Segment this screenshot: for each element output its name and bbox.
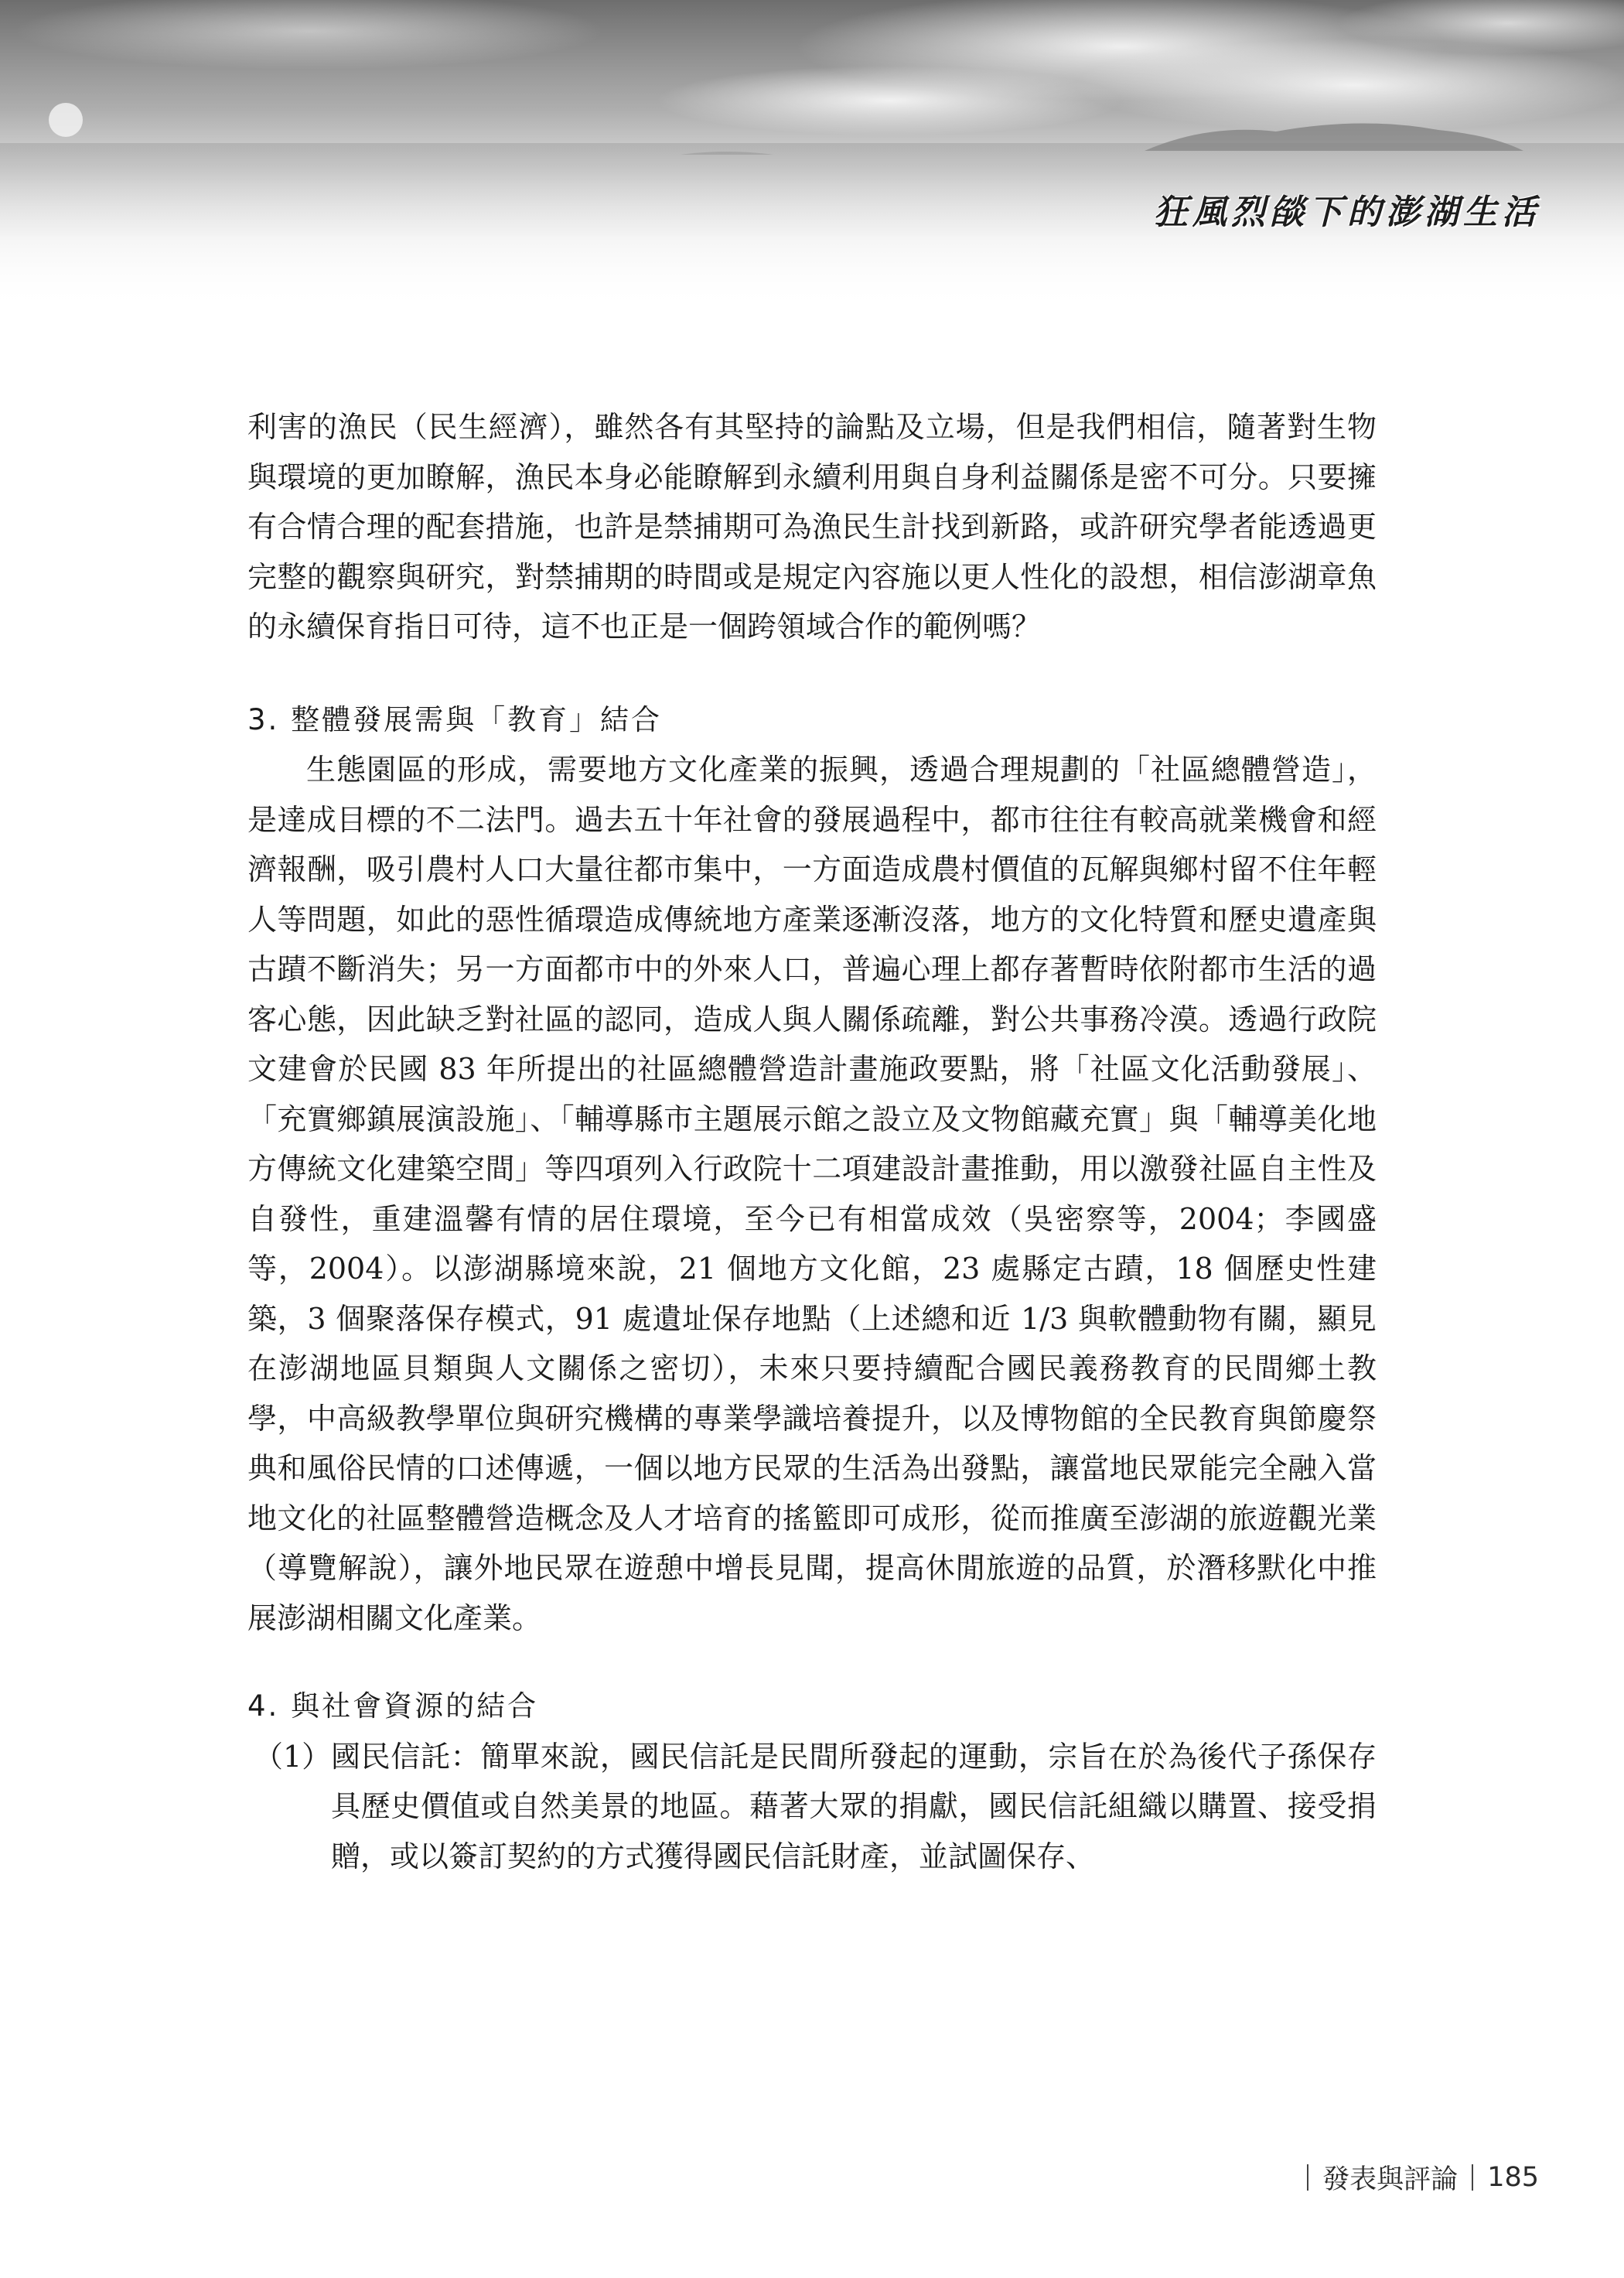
continued-paragraph: 利害的漁民（民生經濟），雖然各有其堅持的論點及立場，但是我們相信，隨著對生物與環境的更加瞭解，漁民本身必能瞭解到永續利用與自身利益關係是密不可分。只要擁有合情合理的配套措施，也許是禁捕期可為漁民生計找到新路，或許研究學者能透過更完整的觀察與研究，對禁捕期的時間或是規定內容施以更人性化的設想，相信澎湖章魚的永續保育指日可待，這不也正是一個跨領域合作的範例嗎？ <box>247 410 1377 644</box>
section-heading-3: 3. 整體發展需與「教育」結合 <box>247 702 663 736</box>
banner-photo <box>0 0 1624 309</box>
page-footer <box>1307 2158 1539 2197</box>
running-title: 狂風烈燄下的澎湖生活 <box>1154 193 1540 232</box>
list-item-marker: （1） <box>254 1739 332 1774</box>
footer-section-label: 發表與評論 <box>1322 2164 1459 2195</box>
page-number: 185 <box>1487 2162 1539 2193</box>
section-heading-4: 4. 與社會資源的結合 <box>247 1689 539 1723</box>
footer-divider <box>1472 2164 1473 2191</box>
list-item <box>247 1732 1377 1882</box>
article-body <box>247 402 1377 1881</box>
section-3-paragraph: 生態園區的形成，需要地方文化產業的振興，透過合理規劃的「社區總體營造」，是達成目標的不二法門。過去五十年社會的發展過程中，都市往往有較高就業機會和經濟報酬，吸引農村人口大量往都市集中，一方面造成農村價值的瓦解與鄉村留不住年輕人等問題，如此的惡性循環造成傳統地方產業逐漸沒落，地方的文化特質和歷史遺產與古蹟不斷消失；另一方面都市中的外來人口，普遍心理上都存著暫時依附都市生活的過客心態，因此缺乏對社區的認同，造成人與人關係疏離，對公共事務冷漠。透過行政院文建會於民國 83 年所提出的社區總體營造計畫施政要點，將「社區文化活動發展」、「充實鄉鎮展演設施」、「輔導縣市主題展示館之設立及文物館藏充實」與「輔導美化地方傳統文化建築空間」等四項列入行政院十二項建設計畫推動，用以激發社區自主性及自發性，重建溫馨有情的居住環境，至今已有相當成效（吳密察等，2004；李國盛等，2004）。以澎湖縣境來說，21 個地方文化館，23 處縣定古蹟，18 個歷史性建築，3 個聚落保存模式，91 處遺址保存地點（上述總和近 1/3 與軟體動物有關，顯見在澎湖地區貝類與人文關係之密切），未來只要持續配合國民義務教育的民間鄉土教學，中高級教學單位與研究機構的專業學識培養提升，以及博物館的全民教育與節慶祭典和風俗民情的口述傳遞，一個以地方民眾的生活為出發點，讓當地民眾能完全融入當地文化的社區整體營造概念及人才培育的搖籃即可成形，從而推廣至澎湖的旅遊觀光業（導覽解說），讓外地民眾在遊憩中增長見聞，提高休閒旅遊的品質，於潛移默化中推展澎湖相關文化產業。 <box>247 753 1377 1635</box>
header-banner <box>0 0 1624 309</box>
footer-divider <box>1307 2164 1308 2191</box>
list-item-text: 國民信託：簡單來說，國民信託是民間所發起的運動，宗旨在於為後代子孫保存具歷史價值或自然美景的地區。藉著大眾的捐獻，國民信託組織以購置、接受捐贈，或以簽訂契約的方式獲得國民信託財產，並試圖保存、 <box>331 1739 1377 1873</box>
